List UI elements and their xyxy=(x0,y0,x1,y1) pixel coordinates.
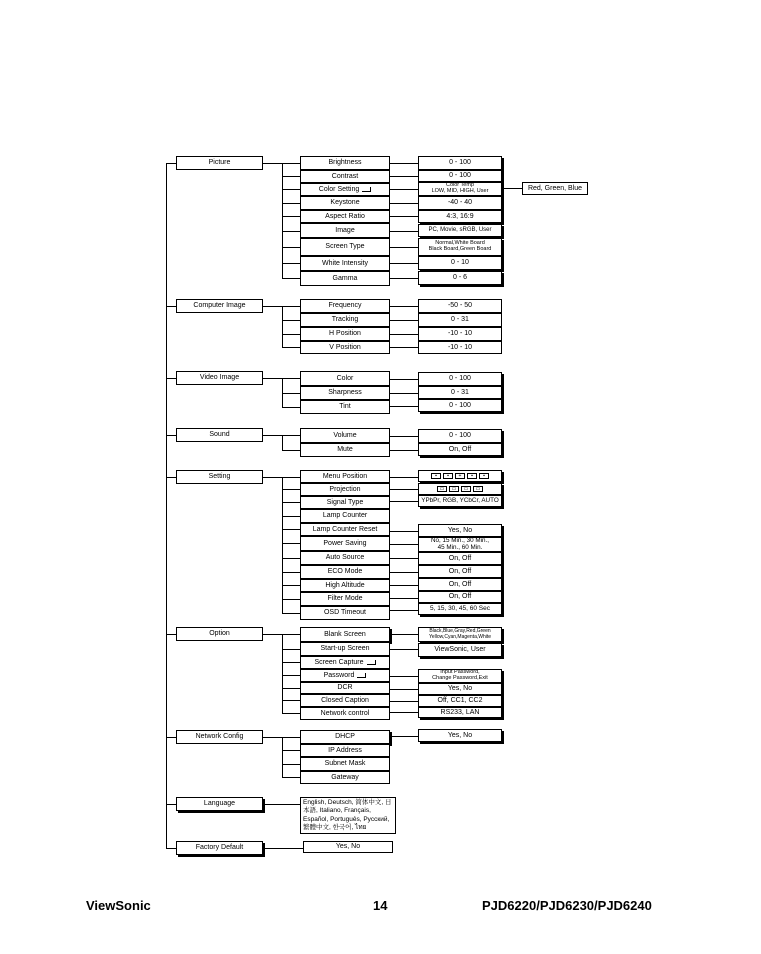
item-label: Subnet Mask xyxy=(324,760,366,768)
menu-item-mute[interactable] xyxy=(300,443,390,457)
value-keystone xyxy=(418,196,502,210)
item-label: Brightness xyxy=(328,159,362,167)
value-text: Color Temp LOW, MID, HIGH, User xyxy=(431,182,489,194)
item-label: Auto Source xyxy=(325,554,365,562)
item-label: IP Address xyxy=(328,746,362,754)
category-label: Language xyxy=(203,800,236,808)
value-text: -50 - 50 xyxy=(447,302,473,310)
menu-item-lamp-counter[interactable] xyxy=(300,509,390,523)
category-network-config[interactable] xyxy=(176,730,263,744)
menu-item-high-altitude[interactable] xyxy=(300,579,390,592)
projection-rear-ceiling-icon: ▭ xyxy=(473,486,483,492)
value-text: Normal,White Board Black Board,Green Board xyxy=(428,240,492,252)
item-label: Color Setting xyxy=(318,185,360,193)
value-text: PC, Movie, sRGB, User xyxy=(428,227,492,234)
item-label: Password xyxy=(323,671,355,679)
position-bottom-left-icon: ▪ xyxy=(467,473,477,479)
page-number: 14 xyxy=(373,898,388,913)
item-label: H Position xyxy=(329,330,361,338)
value-text: 0 - 10 xyxy=(451,259,469,267)
item-label: Mute xyxy=(337,446,353,454)
value-text: 0 - 31 xyxy=(451,388,469,396)
position-top-right-icon: ▪ xyxy=(443,473,453,479)
value-text: Yes, No xyxy=(335,843,361,851)
category-label: Network Config xyxy=(195,733,244,741)
value-text: 5, 15, 30, 45, 60 Sec xyxy=(430,604,490,612)
value-text: ViewSonic, User xyxy=(434,646,486,654)
value-dcr xyxy=(418,683,502,695)
value-mute xyxy=(418,443,502,456)
value-screen-type xyxy=(418,238,502,256)
item-label: Signal Type xyxy=(326,498,364,506)
menu-item-color[interactable] xyxy=(300,371,390,386)
menu-item-signal-type[interactable] xyxy=(300,496,390,509)
item-label: Contrast xyxy=(331,172,359,180)
item-label: Tint xyxy=(339,403,351,411)
menu-item-image[interactable] xyxy=(300,223,390,238)
item-label: Blank Screen xyxy=(324,630,366,638)
menu-item-password[interactable] xyxy=(300,669,390,682)
category-label: Option xyxy=(209,630,230,638)
category-language[interactable] xyxy=(176,797,263,811)
item-label: Closed Caption xyxy=(321,696,369,704)
menu-item-subnet-mask[interactable] xyxy=(300,757,390,771)
value-text: -10 - 10 xyxy=(447,343,473,351)
projection-rear-desktop-icon: ▭ xyxy=(449,486,459,492)
value-v-position xyxy=(418,341,502,354)
projection-front-desktop-icon: ▭ xyxy=(437,486,447,492)
value-text: No, 15 Min., 30 Min., 45 Min., 60 Min. xyxy=(430,536,490,551)
value-h-position xyxy=(418,327,502,341)
item-label: White Intensity xyxy=(322,259,368,267)
value-text: On, Off xyxy=(448,593,472,601)
menu-item-power-saving[interactable] xyxy=(300,536,390,551)
menu-item-volume[interactable] xyxy=(300,428,390,443)
value-factory-default xyxy=(303,841,393,853)
value-text: Input Password, Change Password,Exit xyxy=(432,669,488,681)
position-center-icon: + xyxy=(455,473,465,479)
value-text: Off, CC1, CC2 xyxy=(437,697,483,705)
menu-item-white-intensity[interactable] xyxy=(300,256,390,271)
value-frequency xyxy=(418,299,502,313)
category-label: Sound xyxy=(209,431,230,439)
value-aspect-ratio xyxy=(418,210,502,223)
item-label: Aspect Ratio xyxy=(325,212,365,220)
projection-front-ceiling-icon: ▭ xyxy=(461,486,471,492)
item-label: Lamp Counter Reset xyxy=(312,525,378,533)
value-eco-mode xyxy=(418,565,502,578)
menu-item-filter-mode[interactable] xyxy=(300,592,390,606)
position-bottom-right-icon: ▪ xyxy=(479,473,489,479)
item-label: V Position xyxy=(329,343,361,351)
value-power-saving xyxy=(418,537,502,552)
menu-item-osd-timeout[interactable] xyxy=(300,606,390,620)
item-label: Filter Mode xyxy=(327,595,363,603)
menu-item-menu-position[interactable] xyxy=(300,470,390,483)
item-label: DHCP xyxy=(335,733,355,741)
item-label: Volume xyxy=(333,431,357,439)
menu-item-screen-capture[interactable] xyxy=(300,656,390,669)
menu-item-brightness[interactable] xyxy=(300,156,390,170)
menu-item-sharpness[interactable] xyxy=(300,386,390,400)
item-label: Projection xyxy=(329,485,361,493)
value-password xyxy=(418,669,502,683)
value-text: RS233, LAN xyxy=(440,708,480,716)
value-dhcp xyxy=(418,729,502,742)
item-label: Power Saving xyxy=(323,539,367,547)
menu-item-gateway[interactable] xyxy=(300,771,390,784)
category-video-image[interactable] xyxy=(176,371,263,385)
menu-item-blank-screen[interactable] xyxy=(300,627,390,642)
submenu-arrow-icon xyxy=(357,673,366,678)
menu-position-icons xyxy=(418,470,502,482)
item-label: Frequency xyxy=(328,302,362,310)
footer-model: PJD6220/PJD6230/PJD6240 xyxy=(482,898,652,913)
language-list[interactable] xyxy=(300,797,396,834)
value-sharpness xyxy=(418,386,502,399)
menu-item-keystone[interactable] xyxy=(300,196,390,210)
menu-item-frequency[interactable] xyxy=(300,299,390,313)
value-text: 0 - 31 xyxy=(451,316,469,324)
value-signal-type xyxy=(418,495,502,507)
value-volume xyxy=(418,429,502,443)
item-label: Lamp Counter xyxy=(322,512,368,520)
value-color-rgb xyxy=(522,182,588,195)
category-factory-default[interactable] xyxy=(176,841,263,855)
menu-item-ip-address[interactable] xyxy=(300,744,390,757)
value-text: 0 - 100 xyxy=(449,375,471,383)
value-network-control xyxy=(418,707,502,718)
value-contrast xyxy=(418,170,502,182)
value-text: 0 - 6 xyxy=(452,274,467,282)
value-high-altitude xyxy=(418,578,502,591)
item-label: OSD Timeout xyxy=(323,609,366,617)
value-text: On, Off xyxy=(448,567,472,575)
menu-item-network-control[interactable] xyxy=(300,707,390,720)
value-start-up-screen xyxy=(418,643,502,657)
value-text: On, Off xyxy=(448,445,472,453)
item-label: Sharpness xyxy=(328,389,362,397)
menu-item-dhcp[interactable] xyxy=(300,730,390,744)
menu-item-start-up-screen[interactable] xyxy=(300,642,390,656)
position-top-left-icon: ▪ xyxy=(431,473,441,479)
menu-item-gamma[interactable] xyxy=(300,271,390,286)
value-text: On, Off xyxy=(448,580,472,588)
item-label: ECO Mode xyxy=(327,568,363,576)
value-white-intensity xyxy=(418,256,502,270)
menu-item-closed-caption[interactable] xyxy=(300,694,390,707)
menu-item-h-position[interactable] xyxy=(300,327,390,341)
item-label: Color xyxy=(336,374,354,382)
item-label: Image xyxy=(335,226,355,234)
value-text: 0 - 100 xyxy=(449,172,471,180)
value-text: 0 - 100 xyxy=(449,159,471,167)
value-image xyxy=(418,224,502,237)
item-label: Start-up Screen xyxy=(320,645,370,653)
menu-item-eco-mode[interactable] xyxy=(300,565,390,579)
item-label: Gamma xyxy=(332,274,358,282)
submenu-arrow-icon xyxy=(362,187,371,192)
menu-item-auto-source[interactable] xyxy=(300,551,390,565)
category-computer-image[interactable] xyxy=(176,299,263,313)
value-text: Black,Blue,Gray,Red,Green Yellow,Cyan,Magenta,White xyxy=(428,628,492,640)
category-label: Video Image xyxy=(199,374,240,382)
submenu-arrow-icon xyxy=(367,660,376,665)
projection-icons xyxy=(418,483,502,495)
value-text: -10 - 10 xyxy=(447,330,473,338)
value-text: Yes, No xyxy=(447,731,473,739)
value-text: Yes, No xyxy=(447,685,473,693)
category-option[interactable] xyxy=(176,627,263,641)
category-label: Computer Image xyxy=(193,302,246,310)
category-sound[interactable] xyxy=(176,428,263,442)
language-list-text: English, Deutsch, 简体中文, 日本語, Italiano, Français, Español, Português, Русский, 繁體中文, 한국어, ไทย xyxy=(303,799,392,832)
category-label: Picture xyxy=(208,159,231,167)
value-filter-mode xyxy=(418,591,502,603)
value-brightness xyxy=(418,156,502,170)
value-osd-timeout xyxy=(418,603,502,615)
value-lamp-counter-reset xyxy=(418,524,502,537)
menu-item-lamp-counter-reset[interactable] xyxy=(300,523,390,536)
footer-brand: ViewSonic xyxy=(86,898,151,913)
menu-item-aspect-ratio[interactable] xyxy=(300,210,390,223)
item-label: High Altitude xyxy=(325,581,365,589)
menu-item-screen-type[interactable] xyxy=(300,238,390,256)
value-text: -40 - 40 xyxy=(447,199,473,207)
value-text: 0 - 100 xyxy=(449,432,471,440)
value-text: Red, Green, Blue xyxy=(527,184,583,192)
value-tracking xyxy=(418,313,502,327)
value-text: On, Off xyxy=(448,554,472,562)
menu-item-color-setting[interactable] xyxy=(300,183,390,196)
value-blank-screen xyxy=(418,627,502,642)
item-label: Screen Capture xyxy=(314,658,364,666)
value-closed-caption xyxy=(418,695,502,707)
menu-item-tracking[interactable] xyxy=(300,313,390,327)
value-color xyxy=(418,372,502,386)
value-text: Yes, No xyxy=(447,526,473,534)
item-label: DCR xyxy=(337,684,353,692)
value-tint xyxy=(418,399,502,412)
menu-item-tint[interactable] xyxy=(300,400,390,414)
value-text: 4:3, 16:9 xyxy=(446,212,474,220)
menu-item-projection[interactable] xyxy=(300,483,390,496)
menu-item-v-position[interactable] xyxy=(300,341,390,354)
item-label: Keystone xyxy=(330,199,360,207)
item-label: Menu Position xyxy=(322,472,368,480)
value-color-setting xyxy=(418,182,502,196)
item-label: Tracking xyxy=(331,316,359,324)
item-label: Network control xyxy=(320,709,370,717)
category-setting[interactable] xyxy=(176,470,263,484)
category-picture[interactable] xyxy=(176,156,263,170)
category-label: Factory Default xyxy=(195,844,244,852)
value-text: 0 - 100 xyxy=(449,401,471,409)
item-label: Gateway xyxy=(331,773,359,781)
category-label: Setting xyxy=(208,473,231,481)
menu-item-dcr[interactable] xyxy=(300,682,390,694)
value-text: YPbPr, RGB, YCbCr, AUTO xyxy=(421,496,499,504)
value-gamma xyxy=(418,271,502,285)
item-label: Screen Type xyxy=(325,243,365,251)
menu-item-contrast[interactable] xyxy=(300,170,390,183)
value-auto-source xyxy=(418,552,502,565)
